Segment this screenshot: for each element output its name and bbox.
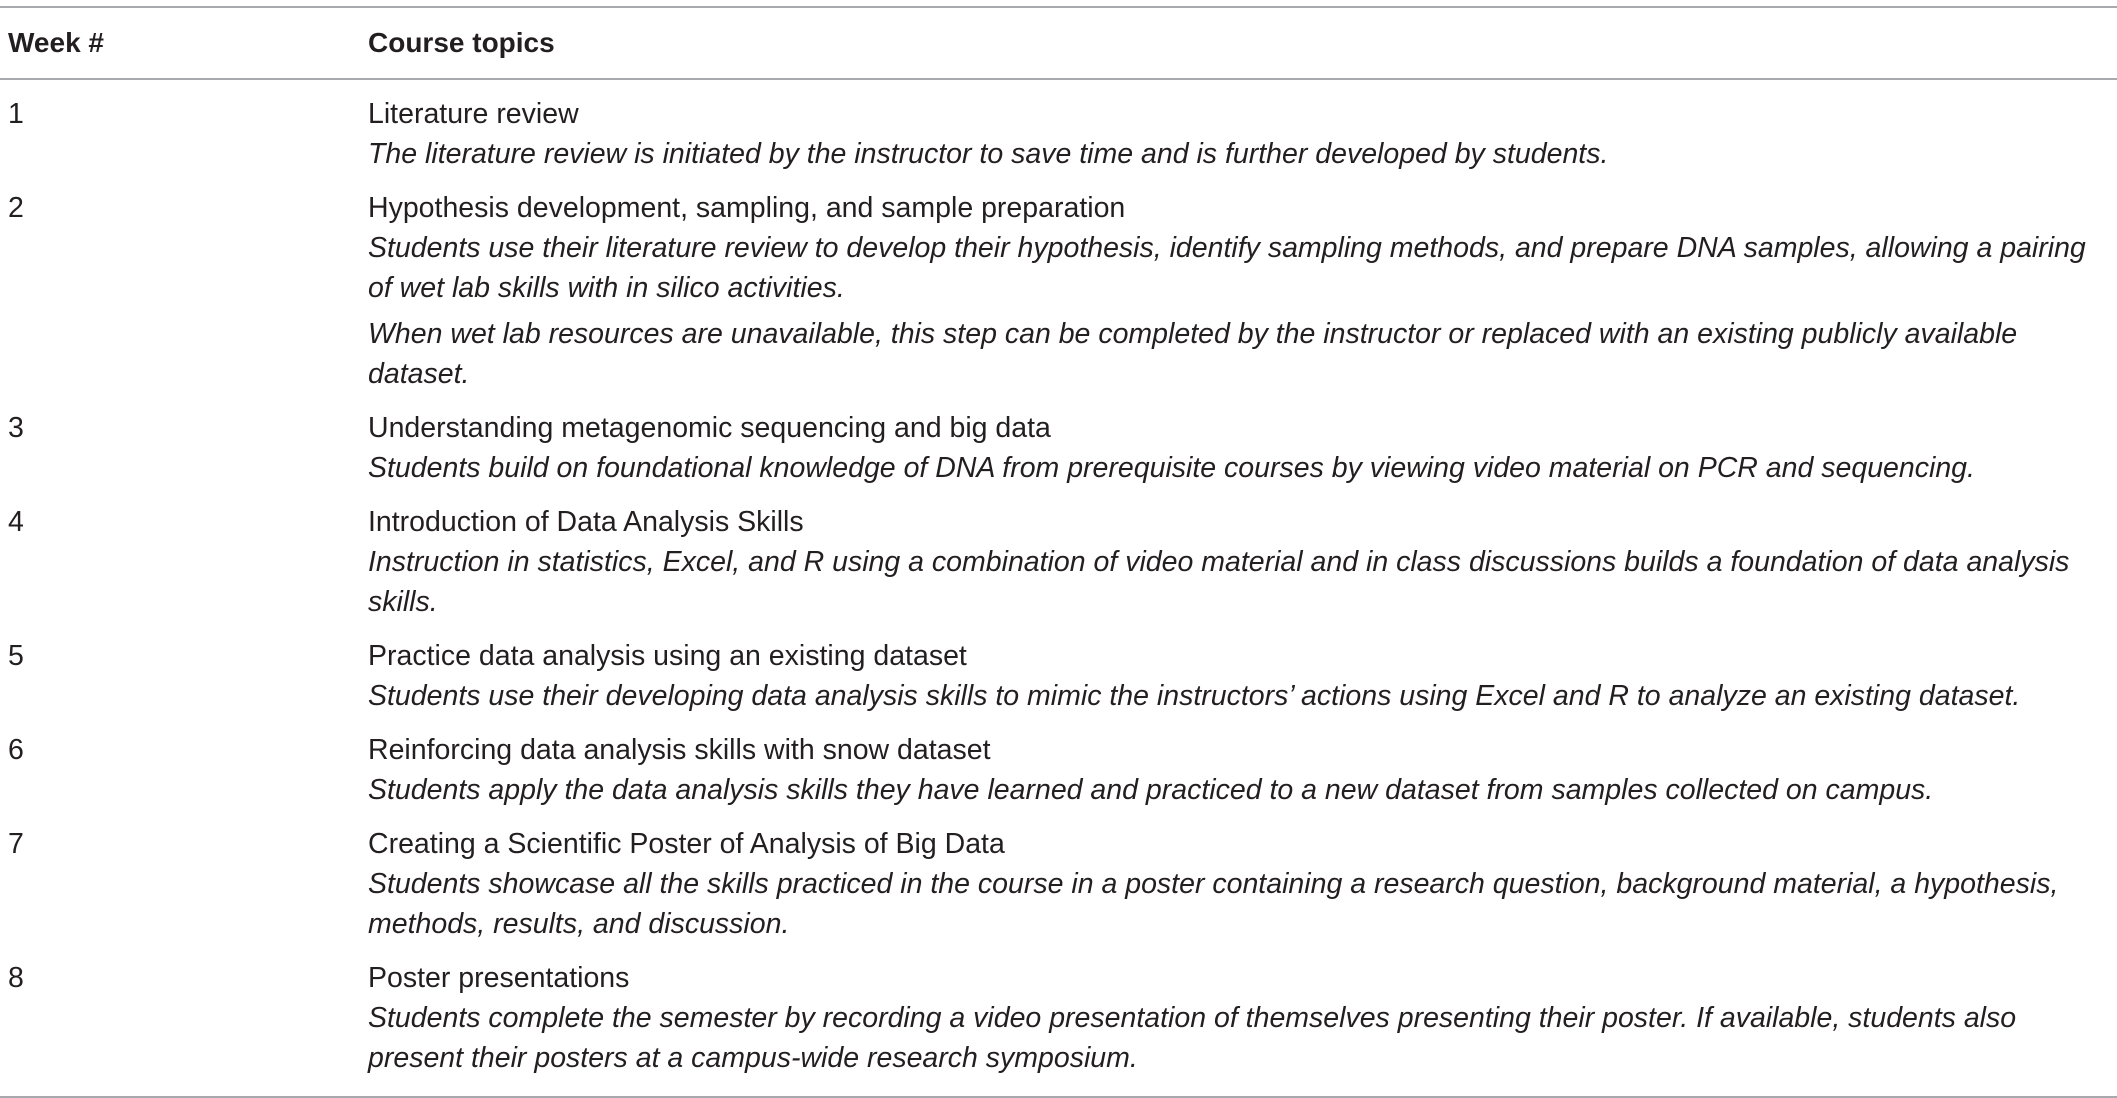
week-cell	[0, 488, 368, 622]
table-row	[0, 488, 2117, 622]
table-row	[0, 622, 2117, 716]
topic-title: Hypothesis development, sampling, and sample preparation	[368, 192, 1126, 224]
table-row	[0, 944, 2117, 1097]
table-row	[0, 79, 2117, 174]
topic-title: Practice data analysis using an existing dataset	[368, 640, 967, 672]
topic-cell	[368, 622, 2117, 716]
topic-description: When wet lab resources are unavailable, this step can be completed by the instructor or replaced with an existing publicly available dataset.	[368, 318, 2018, 390]
week-cell	[0, 174, 368, 394]
course-topics-table	[0, 6, 2117, 1098]
week-number: 5	[8, 640, 24, 672]
table-row	[0, 394, 2117, 488]
topic-description: Students complete the semester by recording a video presentation of themselves presenting their poster. If available, students also present their posters at a campus-wide research symposium.	[368, 1002, 2017, 1074]
topic-cell	[368, 944, 2117, 1097]
topic-cell	[368, 394, 2117, 488]
topic-description: Students use their developing data analysis skills to mimic the instructors’ actions using Excel and R to analyze an existing dataset.	[368, 680, 2021, 712]
topic-cell	[368, 174, 2117, 394]
week-number: 8	[8, 962, 24, 994]
week-number: 6	[8, 734, 24, 766]
week-number: 2	[8, 192, 24, 224]
week-cell	[0, 810, 368, 944]
week-number: 4	[8, 506, 24, 538]
topic-description: Instruction in statistics, Excel, and R using a combination of video material and in class discussions builds a foundation of data analysis skills.	[368, 546, 2070, 618]
topic-cell	[368, 810, 2117, 944]
week-cell	[0, 394, 368, 488]
table-row	[0, 716, 2117, 810]
topic-description: Students build on foundational knowledge of DNA from prerequisite courses by viewing video material on PCR and sequencing.	[368, 452, 1975, 484]
topic-title: Reinforcing data analysis skills with snow dataset	[368, 734, 991, 766]
course-topics-table-container	[0, 6, 2117, 1098]
table-row	[0, 174, 2117, 394]
topic-title: Introduction of Data Analysis Skills	[368, 506, 804, 538]
topic-description: The literature review is initiated by the instructor to save time and is further developed by students.	[368, 138, 1609, 170]
topics-column-header: Course topics	[368, 7, 2117, 79]
week-cell	[0, 622, 368, 716]
topic-title: Poster presentations	[368, 962, 630, 994]
topic-cell	[368, 79, 2117, 174]
topic-title: Creating a Scientific Poster of Analysis of Big Data	[368, 828, 1005, 860]
week-cell	[0, 944, 368, 1097]
topic-cell	[368, 488, 2117, 622]
week-cell	[0, 79, 368, 174]
topic-description: Students apply the data analysis skills they have learned and practiced to a new dataset from samples collected on campus.	[368, 774, 1934, 806]
topic-cell	[368, 716, 2117, 810]
week-cell	[0, 716, 368, 810]
week-column-header: Week #	[0, 7, 368, 79]
table-body	[0, 79, 2117, 1097]
topic-title: Literature review	[368, 98, 579, 130]
week-number: 7	[8, 828, 24, 860]
topic-title: Understanding metagenomic sequencing and big data	[368, 412, 1051, 444]
week-number: 3	[8, 412, 24, 444]
topic-description: Students showcase all the skills practiced in the course in a poster containing a research question, background material, a hypothesis, methods, results, and discussion.	[368, 868, 2059, 940]
topic-description: Students use their literature review to develop their hypothesis, identify sampling methods, and prepare DNA samples, allowing a pairing of wet lab skills with in silico activities.	[368, 232, 2086, 304]
week-number: 1	[8, 98, 24, 130]
table-row	[0, 810, 2117, 944]
table-header-row	[0, 7, 2117, 79]
